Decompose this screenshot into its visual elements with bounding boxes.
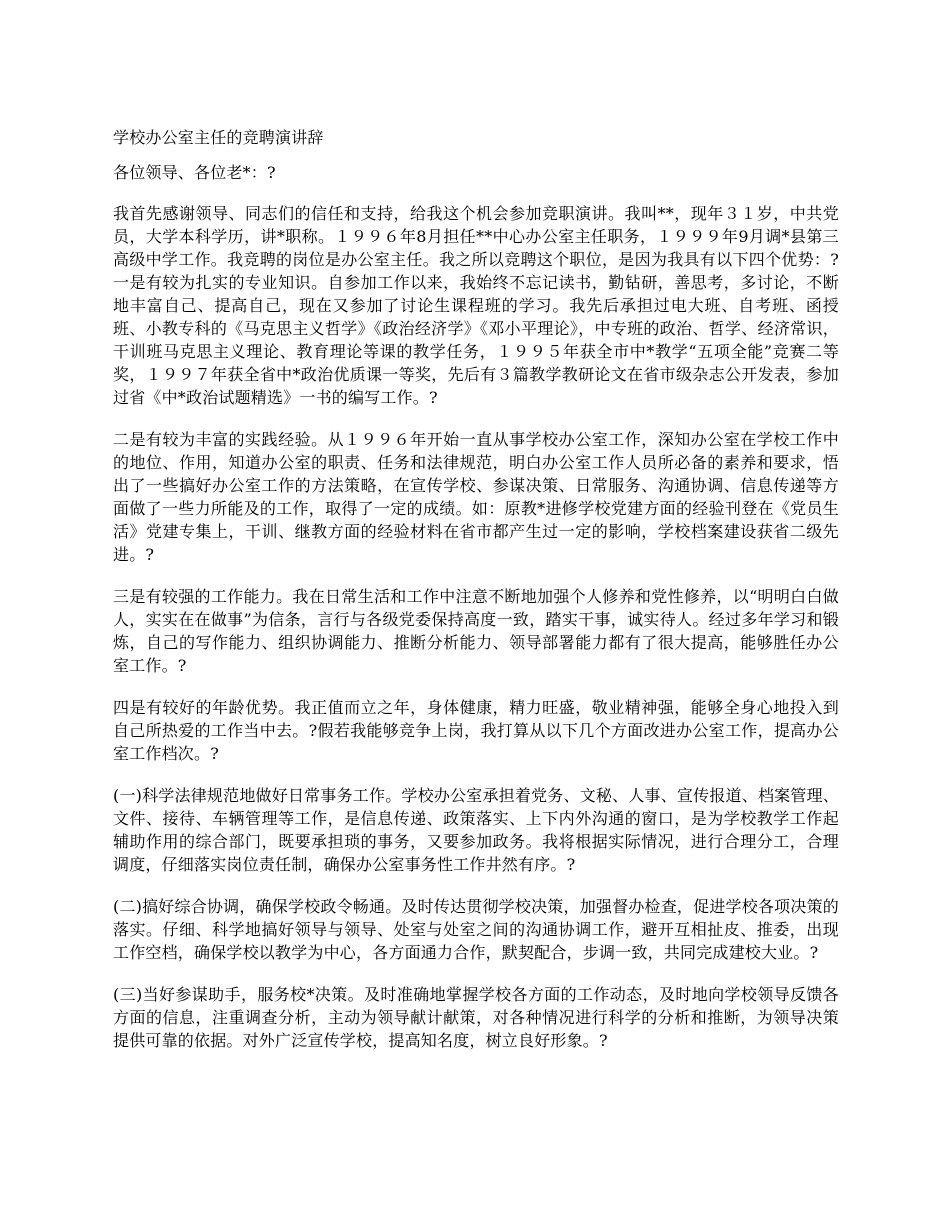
document-page	[113, 126, 839, 1071]
greeting-line: 各位领导、各位老*：?	[113, 163, 276, 182]
paragraph-2: 二是有较为丰富的实践经验。从１９９６年开始一直从事学校办公室工作，深知办公室在学校工作中的地位、作用，知道办公室的职责、任务和法律规范，明白办公室工作人员所必备的素养和要求，悟出了一些搞好办公室工作的方法策略，在宣传学校、参谋决策、日常服务、沟通协调、信息传递等方面做了一些力所能及的工作，取得了一定的成绩。如：原教*进修学校党建方面的经验刊登在《党员生活》党建专集上，干训、继教方面的经验材料在省市都产生过一定的影响，学校档案建设获省二级先进。?	[113, 430, 839, 564]
paragraph-6: (二)搞好综合协调，确保学校政令畅通。及时传达贯彻学校决策，加强督办检查，促进学校各项决策的落实。仔细、科学地搞好领导与领导、处室与处室之间的沟通协调工作，避开互相扯皮、推委，出现工作空档，确保学校以教学为中心，各方面通力合作，默契配合，步调一致，共同完成建校大业。?	[113, 897, 839, 962]
paragraph-1: 我首先感谢领导、同志们的信任和支持，给我这个机会参加竞职演讲。我叫**，现年３１岁，中共党员，大学本科学历，讲*职称。１９９６年8月担任**中心办公室主任职务，１９９９年9月调*县第三高级中学工作。我竞聘的岗位是办公室主任。我之所以竞聘这个职位，是因为我具有以下四个优势：?一是有较为扎实的专业知识。自参加工作以来，我始终不忘记读书，勤钻研，善思考，多讨论，不断地丰富自己、提高自己，现在又参加了讨论生课程班的学习。我先后承担过电大班、自考班、函授班、小教专科的《马克思主义哲学》《政治经济学》《邓小平理论》，中专班的政治、哲学、经济常识，干训班马克思主义理论、教育理论等课的教学任务，１９９５年获全市中*教学“五项全能”竞赛二等奖，１９９７年获全省中*政治优质课一等奖，先后有３篇教学教研论文在省市级杂志公开发表，参加过省《中*政治试题精选》一书的编写工作。?	[113, 204, 839, 407]
paragraph-7: (三)当好参谋助手，服务校*决策。及时准确地掌握学校各方面的工作动态，及时地向学校领导反馈各方面的信息，注重调查分析，主动为领导献计献策，对各种情况进行科学的分析和推断，为领导决策提供可靠的依据。对外广泛宣传学校，提高知名度，树立良好形象。?	[113, 985, 839, 1050]
paragraph-3: 三是有较强的工作能力。我在日常生活和工作中注意不断地加强个人修养和党性修养，以“明明白白做人，实实在在做事”为信条，言行与各级党委保持高度一致，踏实干事，诚实待人。经过多年学习和锻炼，自己的写作能力、组织协调能力、推断分析能力、领导部署能力都有了很大提高，能够胜任办公室工作。?	[113, 587, 839, 675]
paragraph-4: 四是有较好的年龄优势。我正值而立之年，身体健康，精力旺盛，敬业精神强，能够全身心地投入到自己所热爱的工作当中去。?假若我能够竞争上岗，我打算从以下几个方面改进办公室工作，提高办公室工作档次。?	[113, 698, 839, 763]
paragraph-5: (一)科学法律规范地做好日常事务工作。学校办公室承担着党务、文秘、人事、宣传报道、档案管理、文件、接待、车辆管理等工作，是信息传递、政策落实、上下内外沟通的窗口，是为学校教学工作起辅助作用的综合部门，既要承担琐的事务，又要参加政务。我将根据实际情况，进行合理分工，合理调度，仔细落实岗位责任制，确保办公室事务性工作井然有序。?	[113, 786, 839, 874]
document-title: 学校办公室主任的竞聘演讲辞	[113, 128, 324, 147]
